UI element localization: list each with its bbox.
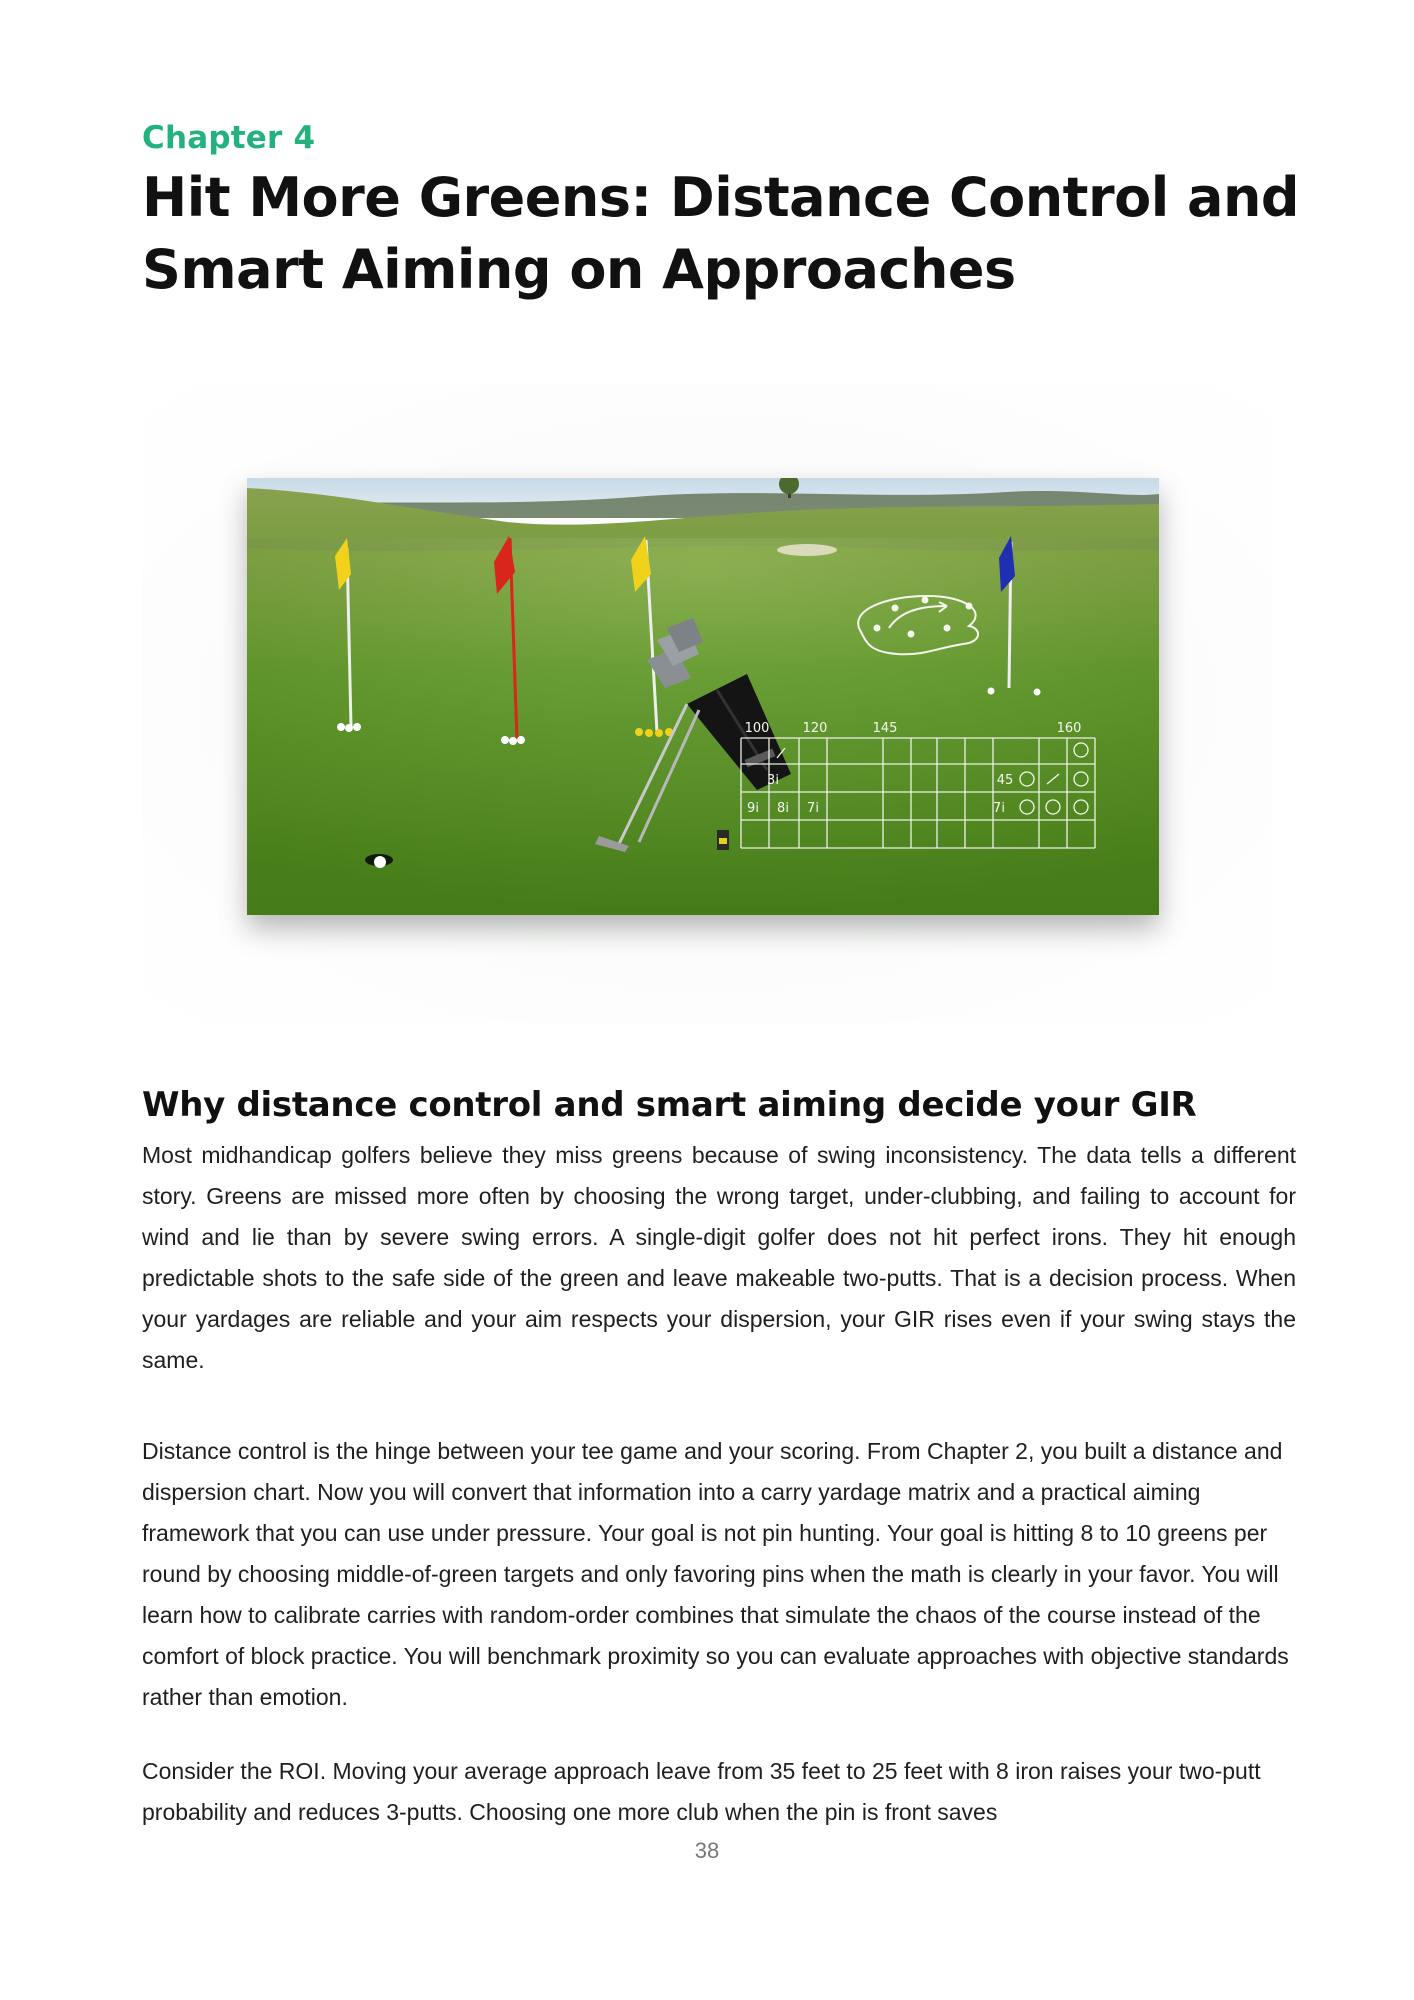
body-paragraph: Consider the ROI. Moving your average approach leave from 35 feet to 25 feet with 8 iron raises your two-putt probability and reduces 3-putts. Choosing one more club when the pin is front saves bbox=[142, 1758, 1261, 1825]
page-number: 38 bbox=[694, 1838, 720, 1863]
chapter-title: Hit More Greens: Distance Control and Smart Aiming on Approaches bbox=[142, 166, 1300, 301]
overlay-cell-label: 7i bbox=[807, 801, 819, 816]
overlay-cell-label: 7i bbox=[993, 801, 1005, 816]
body-paragraph: Distance control is the hinge between your tee game and your scoring. From Chapter 2, you built a distance and dispersion chart. Now you will convert that information into a carry yardage matrix and a practical aiming framework that you can use under pressure. Your goal is not pin hunting. Your goal is hitting 8 to 10 greens per round by choosing middle-of-green targets and only favoring pins when the math is clearly in your favor. You will learn how to calibrate carries with random-order combines that simulate the chaos of the course instead of the comfort of block practice. You will benchmark proximity so you can evaluate approaches with objective standards rather than emotion. bbox=[142, 1438, 1289, 1710]
overlay-column-label: 120 bbox=[802, 721, 828, 736]
overlay-cell-label: 3i bbox=[767, 773, 779, 788]
overlay-column-label: 160 bbox=[1056, 721, 1082, 736]
golf-course-illustration bbox=[247, 478, 1159, 915]
overlay-cell-label: 8i bbox=[777, 801, 789, 816]
overlay-cell-label: 45 bbox=[996, 773, 1014, 788]
overlay-column-label: 145 bbox=[872, 721, 898, 736]
section-heading: Why distance control and smart aiming decide your GIR bbox=[142, 1085, 1197, 1125]
bunker bbox=[777, 544, 837, 556]
body-paragraph: Most midhandicap golfers believe they miss greens because of swing inconsistency. The data tells a different story. Greens are missed more often by choosing the wrong target, under-clubbing, and failing to account for wind and lie than by severe swing errors. A single-digit golfer does not hit perfect irons. They hit enough predictable shots to the safe side of the green and leave makeable two-putts. That is a decision process. When your yardages are reliable and your aim respects your dispersion, your GIR rises even if your swing stays the same. bbox=[142, 1142, 1296, 1373]
chapter-label: Chapter 4 bbox=[142, 120, 316, 156]
overlay-column-label: 100 bbox=[744, 721, 770, 736]
overlay-cell-label: 9i bbox=[747, 801, 759, 816]
golf-ball bbox=[374, 856, 386, 868]
